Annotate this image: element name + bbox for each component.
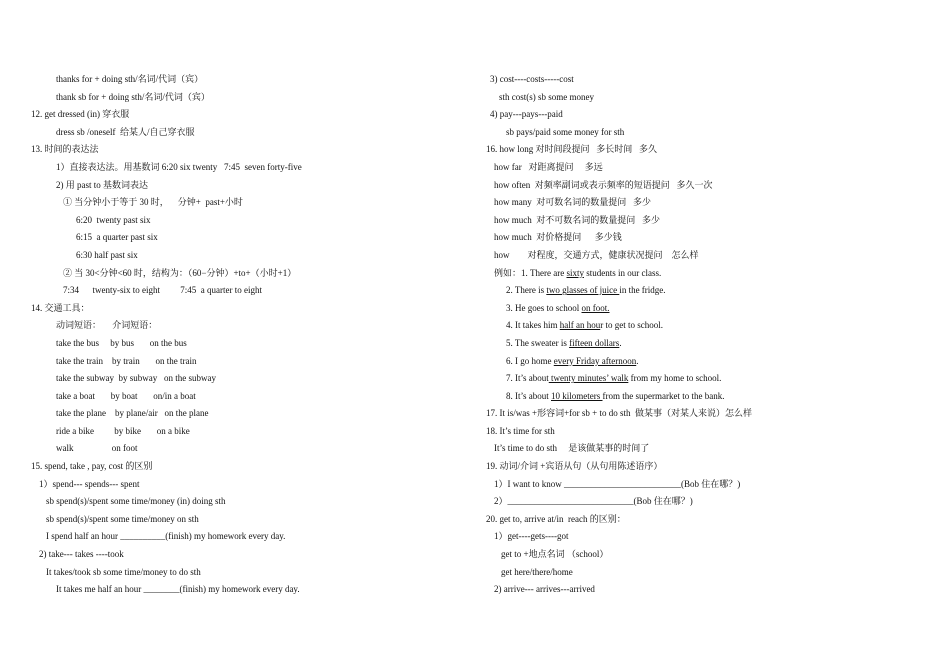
text-line: 2) arrive--- arrives---arrived (494, 584, 595, 595)
text-line: 动词短语： 介词短语： (56, 320, 158, 331)
text-line: 1）spend--- spends--- spent (39, 478, 140, 489)
text-line: 2）____________________________(Bob 住在哪？) (494, 496, 693, 507)
text-line: sth cost(s) sb some money (499, 91, 594, 102)
text-line: thanks for + doing sth/名词/代词（宾） (56, 74, 204, 84)
text-line: 2) 用 past to 基数词表达 (56, 179, 148, 190)
text-line: how many 对可数名词的数量提问 多少 (494, 197, 651, 208)
example-sentence: 例如：1. There are sixty students in our class. (494, 267, 662, 278)
text-line: ride a bike by bike on a bike (56, 425, 190, 436)
text-line: how 对程度，交通方式，健康状况提问 怎么样 (494, 249, 699, 260)
text-line: 4) pay---pays---paid (490, 109, 563, 120)
example-sentence: 6. I go home every Friday afternoon. (506, 355, 639, 366)
left-column (31, 71, 451, 599)
text-line: I spend half an hour __________(finish) my homework every day. (46, 531, 286, 542)
section-heading: 18. It’s time for sth (486, 425, 555, 436)
text-line: take the train by train on the train (56, 355, 197, 366)
text-line: 1）直接表达法。用基数词 6:20 six twenty 7:45 seven forty-five (56, 161, 302, 172)
text-line: sb spend(s)/spent some time/money on sth (46, 513, 199, 524)
text-line: ① 当分钟小于等于 30 时， 分钟+ past+小时 (63, 197, 243, 208)
text-line: take the subway by subway on the subway (56, 373, 216, 384)
text-line: 6:30 half past six (76, 249, 138, 260)
text-line: thank sb for + doing sth/名词/代词（宾） (56, 91, 210, 102)
example-sentence: 5. The sweater is fifteen dollars. (506, 337, 622, 348)
example-sentence: 2. There is two glasses of juice in the fridge. (506, 285, 666, 296)
text-line: dress sb /oneself 给某人/自己穿衣服 (56, 126, 195, 137)
right-column (486, 71, 926, 599)
text-line: get to +地点名词 （school） (501, 549, 609, 560)
text-line: 1）I want to know __________________________(Bob 住在哪？) (494, 478, 741, 489)
section-heading: 19. 动词/介词 +宾语从句（从句用陈述语序） (486, 461, 663, 472)
text-line: It’s time to do sth 是该做某事的时间了 (494, 443, 650, 454)
text-line: 1）get----gets----got (494, 531, 569, 542)
text-line: take the bus by bus on the bus (56, 337, 187, 348)
section-heading: 13. 时间的表达法 (31, 144, 99, 155)
text-line: 3) cost----costs-----cost (490, 74, 574, 84)
example-sentence: 4. It takes him half an hour to get to school. (506, 320, 663, 331)
section-heading: 20. get to, arrive at/in reach 的区别： (486, 513, 626, 524)
section-heading: 16. how long 对时间段提问 多长时间 多久 (486, 144, 658, 155)
section-heading: 17. It is/was +形容词+for sb + to do sth 做某事（对某人来说）怎么样 (486, 408, 752, 419)
section-heading: 15. spend, take , pay, cost 的区别 (31, 461, 153, 472)
example-sentence: 7. It’s about twenty minutes’ walk from my home to school. (506, 373, 722, 384)
text-line: walk on foot (56, 443, 138, 454)
text-line: 2) take--- takes ----took (39, 549, 124, 560)
text-line: ② 当 30<分钟<60 时，结构为：（60−分钟）+to+（小时+1） (63, 267, 297, 278)
section-heading: 12. get dressed (in) 穿衣服 (31, 109, 130, 120)
text-line: 7:34 twenty-six to eight 7:45 a quarter to eight (63, 285, 262, 296)
text-line: how much 对价格提问 多少钱 (494, 232, 622, 243)
text-line: 6:15 a quarter past six (76, 232, 158, 243)
text-line: take the plane by plane/air on the plane (56, 408, 209, 419)
text-line: how much 对不可数名词的数量提问 多少 (494, 214, 660, 225)
example-sentence: 8. It’s about 10 kilometers from the supermarket to the bank. (506, 390, 725, 401)
text-line: get here/there/home (501, 566, 573, 577)
text-line: how far 对距离提问 多远 (494, 161, 603, 172)
text-line: It takes/took sb some time/money to do sth (46, 566, 201, 577)
section-heading: 14. 交通工具： (31, 302, 90, 313)
text-line: It takes me half an hour ________(finish) my homework every day. (56, 584, 300, 595)
text-line: sb pays/paid some money for sth (506, 126, 625, 137)
text-line: 6:20 twenty past six (76, 214, 151, 225)
text-line: sb spend(s)/spent some time/money (in) doing sth (46, 496, 226, 507)
text-line: take a boat by boat on/in a boat (56, 390, 196, 401)
text-line: how often 对频率副词或表示频率的短语提问 多久一次 (494, 179, 713, 190)
example-sentence: 3. He goes to school on foot. (506, 302, 610, 313)
